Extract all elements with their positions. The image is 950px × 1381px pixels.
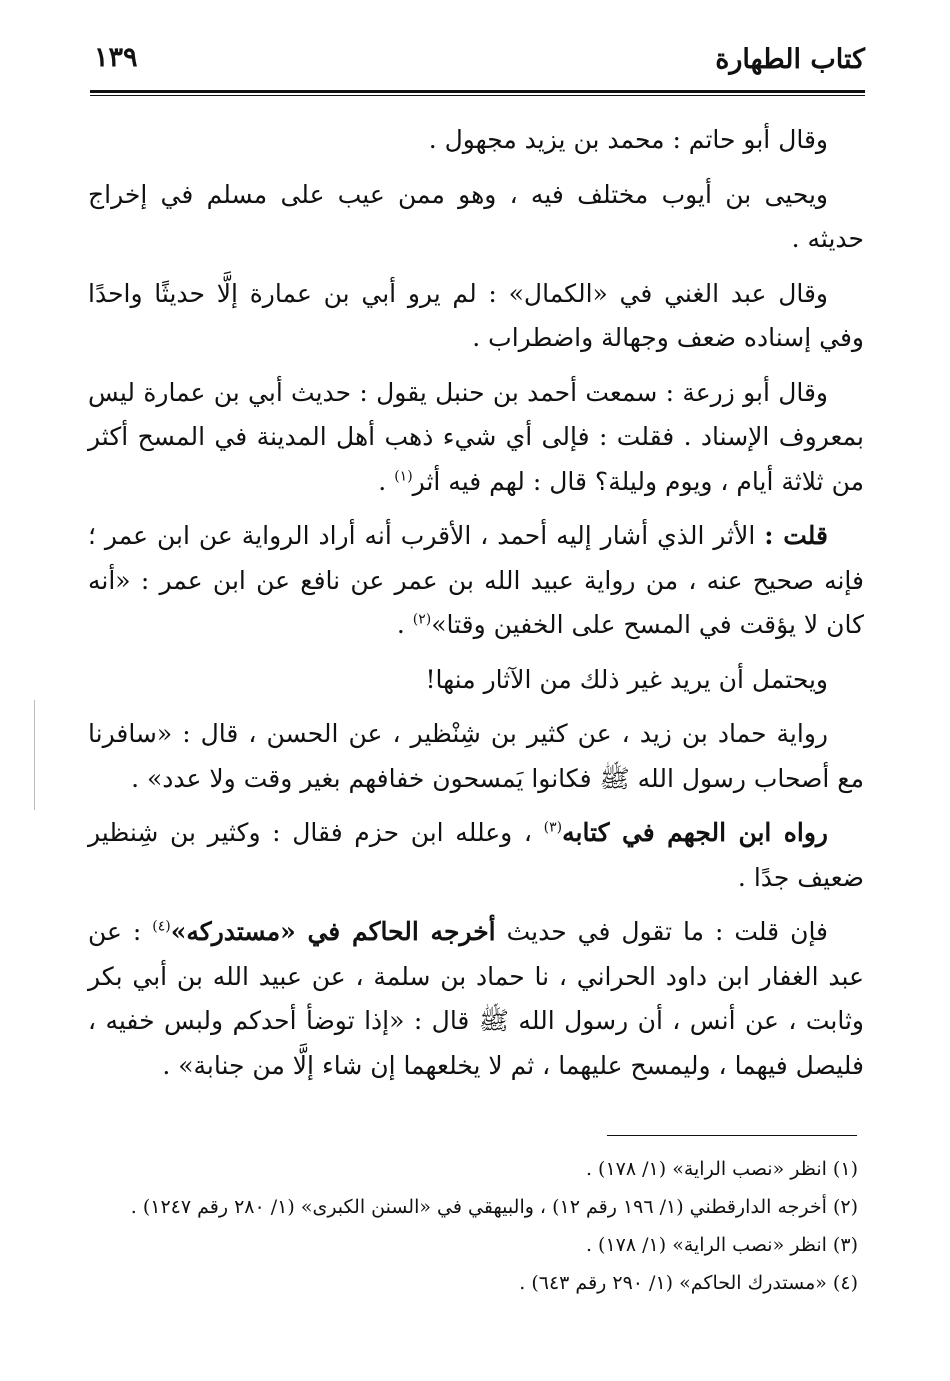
footnote-ref-4[interactable]: (٤) bbox=[152, 918, 171, 935]
footnote-4: (٤) «مستدرك الحاكم» (١/ ٢٩٠ رقم ٦٤٣) . bbox=[519, 1272, 858, 1294]
paragraph-8: رواه ابن الجهم في كتابه$^{(٣)}$ ، وعلله ابن حزم فقال : وكثير بن شِنظير ضعيف جدًا . bbox=[88, 818, 864, 892]
paragraph-6: ويحتمل أن يريد غير ذلك من الآثار منها! bbox=[425, 664, 828, 694]
paragraph-4: وقال أبو زرعة : سمعت أحمد بن حنبل يقول : حديث أبي بن عمارة ليس بمعروف الإسناد . فقلت : فإلى أي شيء ذهب أهل المدينة في المسح أكثر من ثلاثة أيام ، ويوم وليلة؟ قال : لهم فيه أثر$^{(١)}$ . bbox=[88, 377, 864, 496]
paragraph-2: ويحيى بن أيوب مختلف فيه ، وهو ممن عيب على مسلم في إخراج حديثه . bbox=[88, 179, 864, 253]
running-header bbox=[90, 30, 865, 90]
hakim-bold: أخرجه الحاكم في «مستدركه» bbox=[170, 917, 496, 946]
footnote-1: (١) انظر «نصب الراية» (١/ ١٧٨) . bbox=[585, 1158, 858, 1180]
footnote-ref-1[interactable]: (١) bbox=[394, 468, 413, 485]
scan-edge-mark bbox=[34, 700, 35, 810]
footnote-3: (٣) انظر «نصب الراية» (١/ ١٧٨) . bbox=[585, 1234, 858, 1256]
paragraph-5: قلت : الأثر الذي أشار إليه أحمد ، الأقرب أنه أراد الرواية عن ابن عمر ؛ فإنه صحيح عنه ، من رواية عبيد الله بن عمر عن نافع عن ابن عمر : «أنه كان لا يؤقت في المسح على الخفين وقتا»$^{(٢)}$ . bbox=[88, 521, 864, 639]
footnote-separator bbox=[607, 1135, 857, 1136]
page-number: ١٣٩ bbox=[94, 42, 138, 73]
footnote-2: (٢) أخرجه الدارقطني (١/ ١٩٦ رقم ١٢) ، والبيهقي في «السنن الكبرى» (١/ ٢٨٠ رقم ١٢٤٧) . bbox=[130, 1196, 858, 1218]
footnote-ref-2[interactable]: (٢) bbox=[412, 611, 432, 628]
qultu-lead: قلت : bbox=[764, 521, 828, 550]
rawahu-lead: رواه ابن الجهم في كتابه bbox=[562, 818, 828, 847]
footnote-ref-3[interactable]: (٣) bbox=[543, 819, 563, 836]
paragraph-7: رواية حماد بن زيد ، عن كثير بن شِنْظير ، عن الحسن ، قال : «سافرنا مع أصحاب رسول الله ﷺ فكانوا يَمسحون خفافهم بغير وقت ولا عدد» . bbox=[88, 719, 864, 793]
main-text bbox=[88, 118, 864, 1098]
header-rule-thick bbox=[90, 90, 865, 93]
paragraph-9: فإن قلت : ما تقول في حديث أخرجه الحاكم في «مستدركه»$^{(٤)}$ : عن عبد الغفار ابن داود الحراني ، نا حماد بن سلمة ، عن عبيد الله بن أبي بكر وثابت ، عن أنس ، أن رسول الله ﷺ قال : «إذا توضأ أحدكم ولبس خفيه ، فليصل فيهما ، وليمسح عليهما ، ثم لا يخلعهما إن شاء إلَّا من جنابة» . bbox=[88, 917, 864, 1080]
header-rule-thin bbox=[90, 95, 865, 96]
paragraph-1: وقال أبو حاتم : محمد بن يزيد مجهول . bbox=[428, 125, 828, 154]
paragraph-3: وقال عبد الغني في «الكمال» : لم يرو أبي بن عمارة إلَّا حديثًا واحدًا وفي إسناده ضعف وجهالة واضطراب . bbox=[88, 278, 864, 352]
footnotes bbox=[88, 1150, 858, 1302]
chapter-title: كتاب الطهارة bbox=[715, 44, 865, 75]
